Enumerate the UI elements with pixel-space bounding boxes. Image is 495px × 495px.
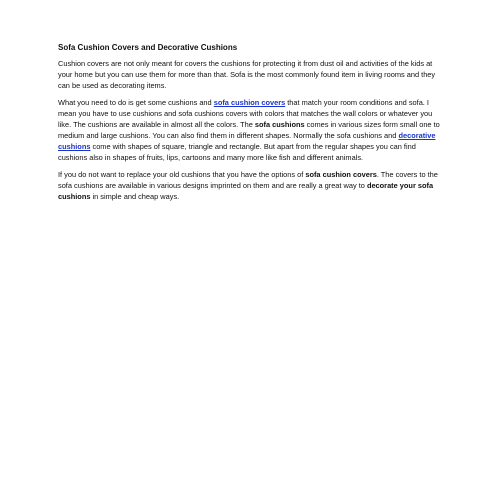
paragraph-3-text-3: in simple and cheap ways.: [90, 192, 180, 201]
sofa-cushion-covers-bold: sofa cushion covers: [305, 170, 377, 179]
paragraph-1: [58, 58, 442, 91]
sofa-cushion-covers-link[interactable]: sofa cushion covers: [213, 98, 286, 107]
paragraph-3-text-2: . The covers to the sofa cushions are available in various designs imprinted on them and are really a great way to: [58, 170, 438, 190]
paragraph-1-text: Cushion covers are not only meant for covers the cushions for protecting it from dust oil and activities of the kids at your home but you can use them for more than that. Sofa is the most commonly found item in living rooms and they can be used as decorating items.: [58, 59, 436, 90]
document-title: Sofa Cushion Covers and Decorative Cushions: [58, 43, 238, 52]
paragraph-2-text-3: comes in various sizes form small one to medium and large cushions. You can also find them in different shapes. Normally the sofa cushions and: [58, 120, 440, 140]
decorative-cushions-link[interactable]: decorative cushions: [58, 131, 436, 151]
paragraph-2-text-1: What you need to do is get some cushions and: [58, 98, 214, 107]
sofa-cushions-bold: sofa cushions: [254, 120, 305, 129]
paragraph-2: [58, 97, 442, 163]
document-body: [58, 42, 442, 208]
paragraph-3: [58, 169, 442, 202]
paragraph-2-text-4: come with shapes of square, triangle and rectangle. But apart from the regular shapes you can find cushions also in shapes of fruits, lips, cartoons and many more like fish and different animals.: [58, 142, 416, 162]
decorate-your-sofa-cushions-bold: decorate your sofa cushions: [58, 181, 434, 201]
paragraph-3-text-1: If you do not want to replace your old cushions that you have the options of: [58, 170, 306, 179]
paragraph-2-text-2: that match your room conditions and sofa. I mean you have to use cushions and sofa cushions covers with colors that matches the wall colors or whatever you like. The cushions are available in almost all the colors. The: [58, 98, 433, 129]
